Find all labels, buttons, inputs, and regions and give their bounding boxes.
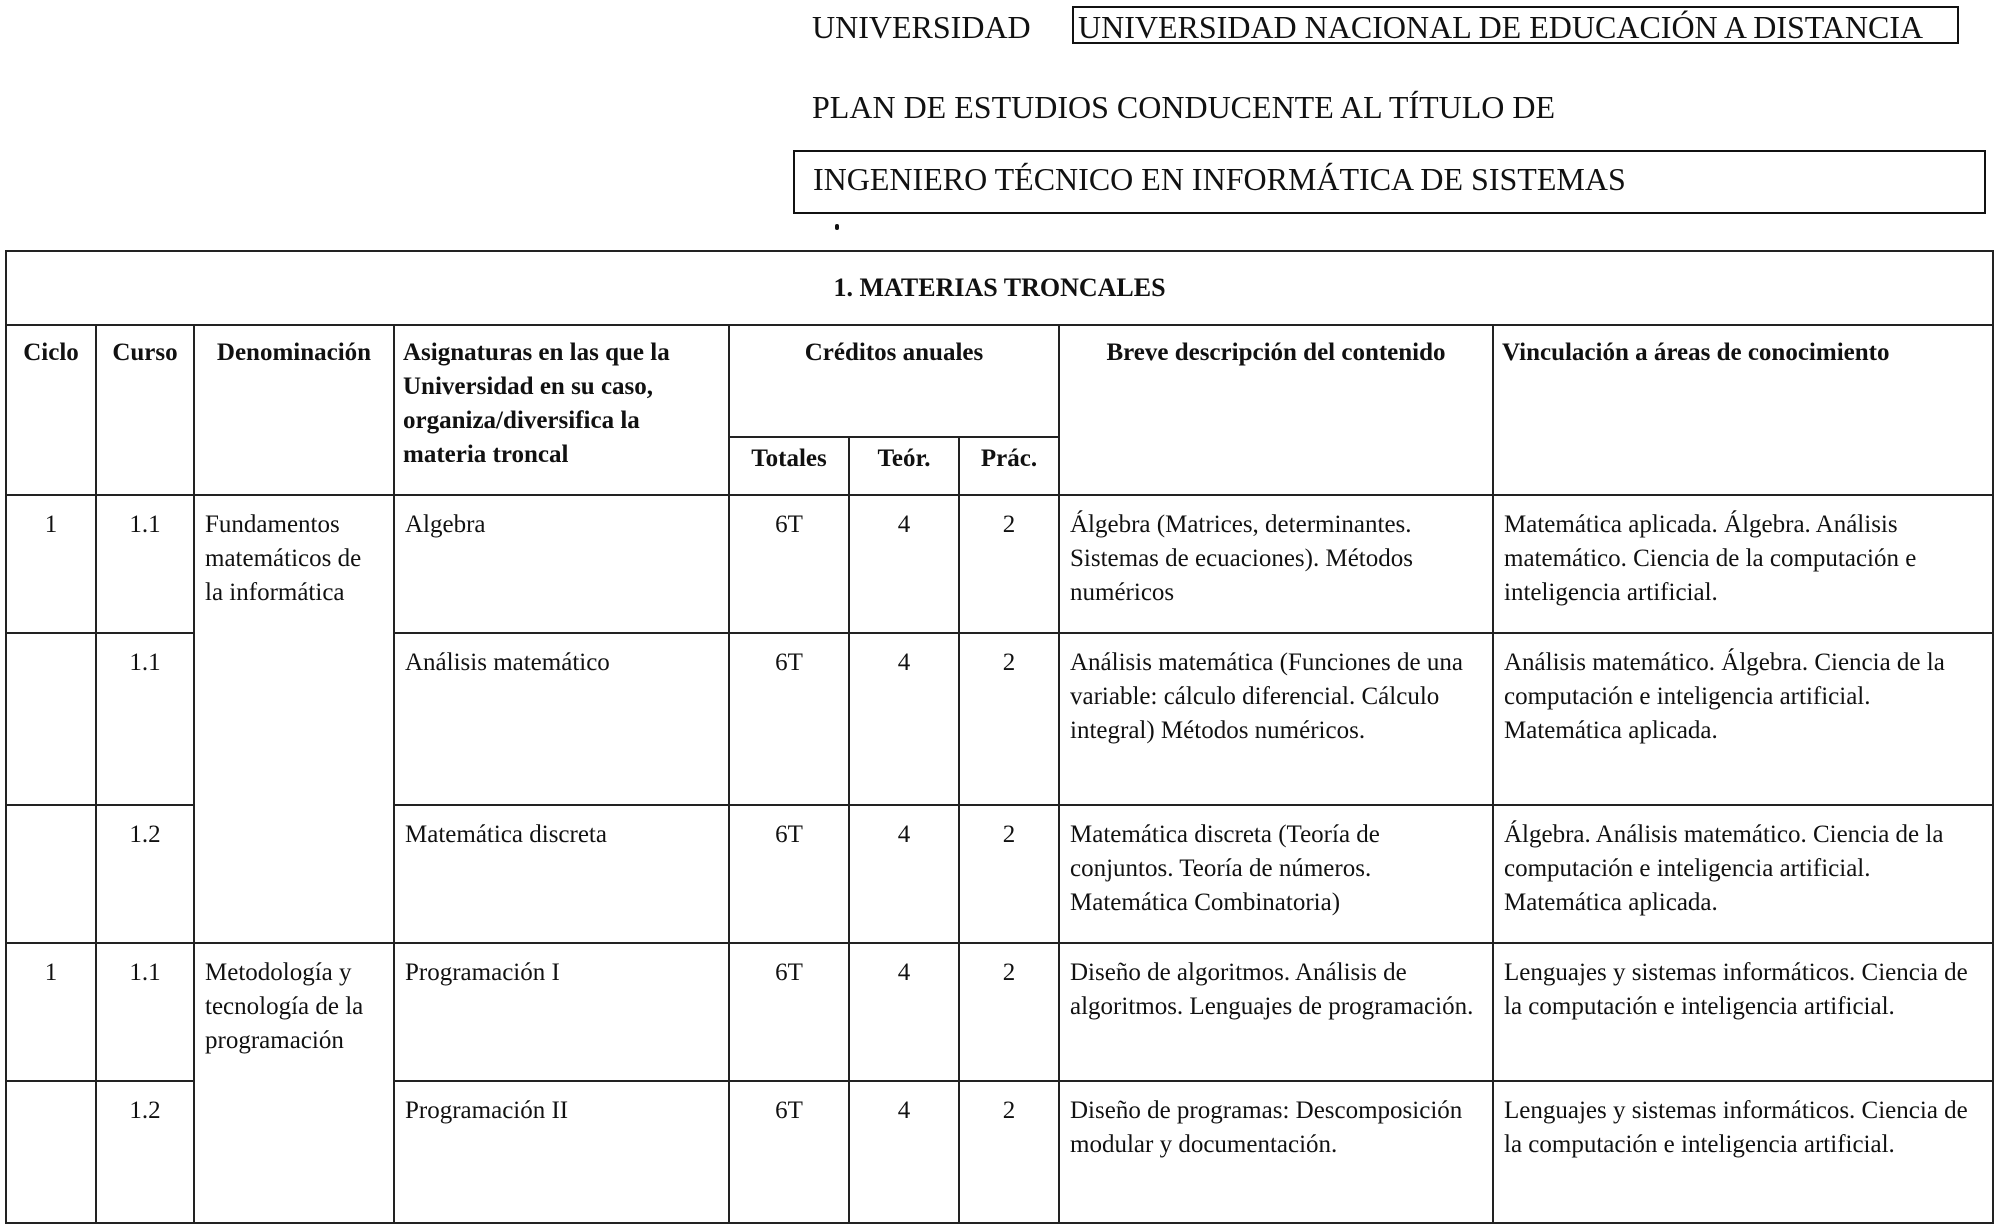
- header-prac: Prác.: [959, 437, 1059, 495]
- cell-totales: 6T: [729, 633, 849, 805]
- cell-totales: 6T: [729, 1081, 849, 1223]
- cell-curso: 1.1: [96, 943, 194, 1081]
- cell-asignatura: Programación I: [394, 943, 729, 1081]
- cell-ciclo: [6, 805, 96, 943]
- cell-asignatura: Programación II: [394, 1081, 729, 1223]
- cell-ciclo: 1: [6, 943, 96, 1081]
- cell-curso: 1.2: [96, 1081, 194, 1223]
- header-curso: Curso: [96, 325, 194, 495]
- degree-title-box: INGENIERO TÉCNICO EN INFORMÁTICA DE SISTEMAS: [793, 150, 1986, 214]
- cell-descripcion: Diseño de algoritmos. Análisis de algoritmos. Lenguajes de programación.: [1059, 943, 1493, 1081]
- plan-title-line: PLAN DE ESTUDIOS CONDUCENTE AL TÍTULO DE: [812, 89, 1556, 125]
- cell-asignatura: Análisis matemático: [394, 633, 729, 805]
- cell-vinculacion: Lenguajes y sistemas informáticos. Ciencia de la computación e inteligencia artificial.: [1493, 1081, 1993, 1223]
- cell-descripcion: Álgebra (Matrices, determinantes. Sistemas de ecuaciones). Métodos numéricos: [1059, 495, 1493, 633]
- cell-prac: 2: [959, 805, 1059, 943]
- cell-totales: 6T: [729, 805, 849, 943]
- cell-descripcion: Matemática discreta (Teoría de conjuntos. Teoría de números. Matemática Combinatoria): [1059, 805, 1493, 943]
- cell-teor: 4: [849, 805, 959, 943]
- header-teor: Teór.: [849, 437, 959, 495]
- header-totales: Totales: [729, 437, 849, 495]
- universidad-name-box: UNIVERSIDAD NACIONAL DE EDUCACIÓN A DISTANCIA: [1072, 6, 1959, 44]
- cell-prac: 2: [959, 633, 1059, 805]
- table-row: [6, 495, 1993, 633]
- cell-curso: 1.1: [96, 495, 194, 633]
- cell-curso: 1.2: [96, 805, 194, 943]
- cell-teor: 4: [849, 495, 959, 633]
- cell-totales: 6T: [729, 943, 849, 1081]
- universidad-label: UNIVERSIDAD: [812, 9, 1031, 45]
- cell-teor: 4: [849, 943, 959, 1081]
- cell-prac: 2: [959, 943, 1059, 1081]
- cell-asignatura: Algebra: [394, 495, 729, 633]
- header-vinculacion: Vinculación a áreas de conocimiento: [1493, 325, 1993, 495]
- cell-curso: 1.1: [96, 633, 194, 805]
- cell-descripcion: Análisis matemática (Funciones de una variable: cálculo diferencial. Cálculo integral) Métodos numéricos.: [1059, 633, 1493, 805]
- cell-totales: 6T: [729, 495, 849, 633]
- cell-ciclo: 1: [6, 495, 96, 633]
- cell-vinculacion: Lenguajes y sistemas informáticos. Ciencia de la computación e inteligencia artificial.: [1493, 943, 1993, 1081]
- cell-vinculacion: Álgebra. Análisis matemático. Ciencia de la computación e inteligencia artificial. Matemática aplicada.: [1493, 805, 1993, 943]
- materias-troncales-table: [5, 250, 1994, 1224]
- header-asignaturas: Asignaturas en las que la Universidad en su caso, organiza/diversifica la materia troncal: [394, 325, 729, 495]
- cell-ciclo: [6, 633, 96, 805]
- cell-prac: 2: [959, 1081, 1059, 1223]
- header-ciclo: Ciclo: [6, 325, 96, 495]
- table-row: [6, 943, 1993, 1081]
- cell-ciclo: [6, 1081, 96, 1223]
- cell-vinculacion: Análisis matemático. Álgebra. Ciencia de la computación e inteligencia artificial. Matemática aplicada.: [1493, 633, 1993, 805]
- header-creditos: Créditos anuales: [729, 325, 1059, 437]
- ink-dot: [835, 224, 839, 230]
- header-denominacion: Denominación: [194, 325, 394, 495]
- header-descripcion: Breve descripción del contenido: [1059, 325, 1493, 495]
- cell-denominacion: Fundamentos matemáticos de la informática: [194, 495, 394, 943]
- cell-prac: 2: [959, 495, 1059, 633]
- cell-denominacion: Metodología y tecnología de la programación: [194, 943, 394, 1223]
- section-title: 1. MATERIAS TRONCALES: [6, 251, 1993, 325]
- cell-descripcion: Diseño de programas: Descomposición modular y documentación.: [1059, 1081, 1493, 1223]
- cell-teor: 4: [849, 633, 959, 805]
- cell-vinculacion: Matemática aplicada. Álgebra. Análisis matemático. Ciencia de la computación e inteligencia artificial.: [1493, 495, 1993, 633]
- cell-asignatura: Matemática discreta: [394, 805, 729, 943]
- cell-teor: 4: [849, 1081, 959, 1223]
